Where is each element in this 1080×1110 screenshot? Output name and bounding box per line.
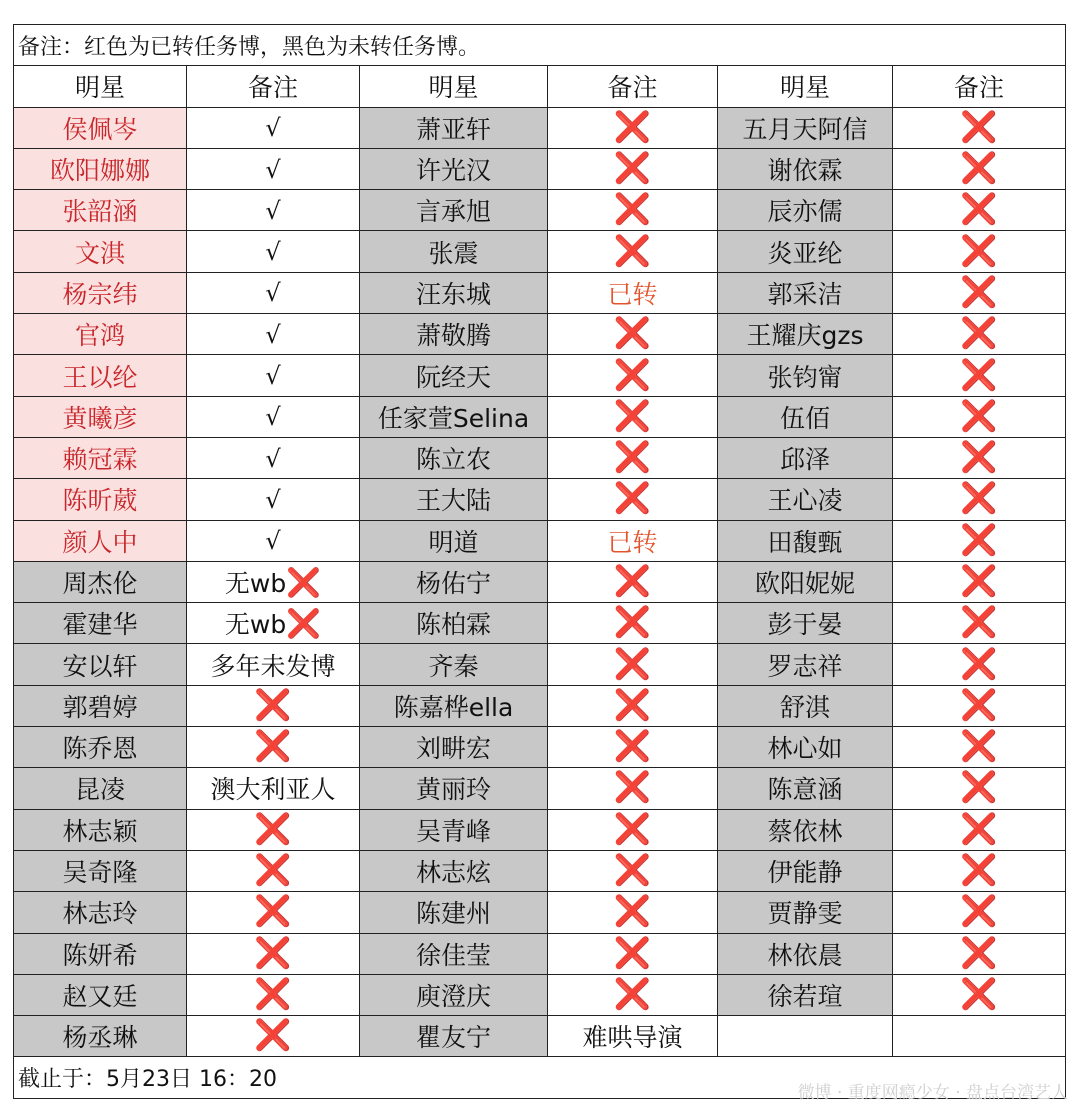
- not-reposted-mark-col2: [548, 190, 718, 231]
- note-text-col1: [187, 603, 360, 644]
- column-header-star-3: 明星: [718, 66, 893, 107]
- star-name-col2: 明道: [360, 520, 548, 561]
- red-cross-icon: ❌: [613, 151, 652, 187]
- table-row: [14, 107, 1066, 148]
- star-name-col3: 郭采洁: [718, 272, 893, 313]
- check-mark-icon: √: [265, 527, 281, 556]
- red-cross-icon: ❌: [960, 316, 998, 352]
- star-name-col2: 庾澄庆: [360, 974, 548, 1015]
- not-reposted-mark-col1: [187, 974, 360, 1015]
- table-row: [14, 561, 1066, 602]
- not-reposted-mark-col2: [548, 768, 718, 809]
- red-cross-icon: ❌: [960, 398, 998, 434]
- reposted-mark-col1: [187, 437, 360, 478]
- table-row: [14, 1016, 1066, 1057]
- check-mark-icon: √: [265, 320, 281, 349]
- star-name-col1: 杨丞琳: [14, 1016, 187, 1057]
- star-name-col2: 刘畊宏: [360, 727, 548, 768]
- star-name-col2: 陈建州: [360, 892, 548, 933]
- not-reposted-mark-col1: [187, 685, 360, 726]
- star-name-col3: 田馥甄: [718, 520, 893, 561]
- red-cross-icon: ❌: [613, 729, 652, 765]
- red-cross-icon: ❌: [254, 853, 292, 889]
- star-name-col1: 杨宗纬: [14, 272, 187, 313]
- not-reposted-mark-col3: [893, 933, 1066, 974]
- red-cross-icon: ❌: [960, 522, 998, 558]
- table-row: [14, 809, 1066, 850]
- not-reposted-mark-col3: [893, 190, 1066, 231]
- red-cross-icon: ❌: [613, 605, 652, 641]
- red-cross-icon: ❌: [960, 646, 998, 682]
- red-cross-icon: ❌: [960, 151, 998, 187]
- star-name-col3: 林心如: [718, 727, 893, 768]
- star-name-col3: 林依晨: [718, 933, 893, 974]
- table-row: [14, 892, 1066, 933]
- reposted-mark-col1: [187, 396, 360, 437]
- star-name-col2: 王大陆: [360, 479, 548, 520]
- not-reposted-mark-col3: [893, 809, 1066, 850]
- star-name-col3: 张钧甯: [718, 355, 893, 396]
- not-reposted-mark-col2: [548, 479, 718, 520]
- table-row: [14, 190, 1066, 231]
- not-reposted-mark-col2: [548, 933, 718, 974]
- not-reposted-mark-col3: [893, 272, 1066, 313]
- not-reposted-mark-col1: [187, 809, 360, 850]
- not-reposted-mark-col3: [893, 107, 1066, 148]
- red-cross-icon: ❌: [960, 357, 998, 393]
- star-name-col2: 言承旭: [360, 190, 548, 231]
- not-reposted-mark-col2: [548, 850, 718, 891]
- table-row: [14, 685, 1066, 726]
- note-text: 无wb: [224, 569, 287, 598]
- red-cross-icon: ❌: [613, 687, 652, 723]
- star-name-col3: 王耀庆gzs: [718, 314, 893, 355]
- star-name-col1: 吴奇隆: [14, 850, 187, 891]
- not-reposted-mark-col1: [187, 1016, 360, 1057]
- note-text-col2: [548, 520, 718, 561]
- note-text: 澳大利亚人: [210, 775, 336, 805]
- column-header-star-1: 明星: [14, 66, 187, 107]
- reposted-mark-col1: [187, 479, 360, 520]
- red-cross-icon: ❌: [960, 811, 998, 847]
- not-reposted-mark-col2: [548, 314, 718, 355]
- header-note: 备注：红色为已转任务博，黑色为未转任务博。: [14, 25, 1066, 66]
- red-cross-icon: ❌: [960, 274, 998, 310]
- not-reposted-mark-col3: [893, 314, 1066, 355]
- not-reposted-mark-col2: [548, 644, 718, 685]
- table-row: [14, 603, 1066, 644]
- star-name-col2: 林志炫: [360, 850, 548, 891]
- column-header-note-3: 备注: [893, 66, 1066, 107]
- not-reposted-mark-col2: [548, 148, 718, 189]
- star-name-col3: 徐若瑄: [718, 974, 893, 1015]
- star-status-sheet: [13, 24, 1066, 1099]
- red-cross-icon: ❌: [960, 481, 998, 517]
- star-name-col2: 吴青峰: [360, 809, 548, 850]
- star-name-col1: 陈乔恩: [14, 727, 187, 768]
- not-reposted-mark-col2: [548, 355, 718, 396]
- star-name-col2: 任家萱Selina: [360, 396, 548, 437]
- star-name-col2: 陈嘉桦ella: [360, 685, 548, 726]
- red-cross-icon: ❌: [254, 935, 292, 971]
- not-reposted-mark-col2: [548, 107, 718, 148]
- not-reposted-mark-col3: [893, 437, 1066, 478]
- star-name-col3: [718, 1016, 893, 1057]
- star-name-col2: 陈柏霖: [360, 603, 548, 644]
- star-name-col3: 炎亚纶: [718, 231, 893, 272]
- not-reposted-mark-col2: [548, 231, 718, 272]
- column-header-star-2: 明星: [360, 66, 548, 107]
- red-cross-icon: ❌: [254, 976, 292, 1012]
- star-name-col1: 赵又廷: [14, 974, 187, 1015]
- not-reposted-mark-col2: [548, 727, 718, 768]
- star-name-col3: 贾静雯: [718, 892, 893, 933]
- star-name-col1: 林志玲: [14, 892, 187, 933]
- star-name-col1: 文淇: [14, 231, 187, 272]
- check-mark-icon: √: [265, 403, 281, 432]
- red-cross-icon: ❌: [613, 357, 652, 393]
- not-reposted-mark-col2: [548, 561, 718, 602]
- table-row: [14, 768, 1066, 809]
- not-reposted-mark-col3: [893, 850, 1066, 891]
- reposted-mark-col1: [187, 190, 360, 231]
- not-reposted-mark-col3: [893, 644, 1066, 685]
- red-cross-icon: ❌: [613, 481, 652, 517]
- red-cross-icon: ❌: [286, 607, 322, 641]
- star-name-col1: 黄曦彦: [14, 396, 187, 437]
- not-reposted-mark-col3: [893, 892, 1066, 933]
- table-row: [14, 437, 1066, 478]
- red-cross-icon: ❌: [254, 1018, 292, 1054]
- star-name-col2: 许光汉: [360, 148, 548, 189]
- star-name-col1: 欧阳娜娜: [14, 148, 187, 189]
- red-cross-icon: ❌: [613, 564, 652, 599]
- red-cross-icon: ❌: [613, 976, 652, 1012]
- reposted-mark-col1: [187, 231, 360, 272]
- red-cross-icon: ❌: [960, 233, 998, 269]
- star-name-col1: 郭碧婷: [14, 685, 187, 726]
- check-mark-icon: √: [265, 485, 281, 514]
- red-cross-icon: ❌: [613, 894, 652, 930]
- note-text: 难哄导演: [582, 1023, 683, 1053]
- note-text-col2: [548, 272, 718, 313]
- red-cross-icon: ❌: [254, 894, 292, 930]
- star-name-col2: 杨佑宁: [360, 561, 548, 602]
- column-header-note-2: 备注: [548, 66, 718, 107]
- star-name-col2: 阮经天: [360, 355, 548, 396]
- note-text: 多年未发博: [210, 651, 336, 681]
- star-name-col1: 颜人中: [14, 520, 187, 561]
- not-reposted-mark-col1: [187, 727, 360, 768]
- not-reposted-mark-col3: [893, 603, 1066, 644]
- table-row: [14, 148, 1066, 189]
- watermark-text: 微博 · 重度网瘾少女 · 盘点台湾艺人: [797, 1083, 1068, 1103]
- table-row: [14, 479, 1066, 520]
- red-cross-icon: ❌: [613, 811, 652, 847]
- star-name-col2: 黄丽玲: [360, 768, 548, 809]
- not-reposted-mark-col2: [548, 603, 718, 644]
- red-cross-icon: ❌: [254, 729, 292, 765]
- not-reposted-mark-col2: [548, 809, 718, 850]
- red-cross-icon: ❌: [613, 398, 652, 434]
- not-reposted-mark-col3: [893, 561, 1066, 602]
- not-reposted-mark-col3: [893, 396, 1066, 437]
- red-cross-icon: ❌: [613, 646, 652, 682]
- star-name-col3: 欧阳妮妮: [718, 561, 893, 602]
- note-text-col1: [187, 768, 360, 809]
- note-text: 已转: [607, 527, 658, 557]
- red-cross-icon: ❌: [613, 935, 652, 971]
- red-cross-icon: ❌: [960, 853, 998, 889]
- reposted-mark-col1: [187, 107, 360, 148]
- table-row: [14, 974, 1066, 1015]
- star-name-col2: 张震: [360, 231, 548, 272]
- red-cross-icon: ❌: [254, 811, 292, 847]
- star-table: [13, 24, 1066, 1099]
- star-name-col3: 辰亦儒: [718, 190, 893, 231]
- red-cross-icon: ❌: [960, 687, 998, 723]
- note-text-col1: [187, 644, 360, 685]
- star-name-col3: 邱泽: [718, 437, 893, 478]
- table-row: [14, 231, 1066, 272]
- red-cross-icon: ❌: [613, 316, 652, 352]
- red-cross-icon: ❌: [254, 687, 292, 723]
- star-name-col2: 徐佳莹: [360, 933, 548, 974]
- star-name-col3: 蔡依林: [718, 809, 893, 850]
- red-cross-icon: ❌: [960, 729, 998, 765]
- star-name-col3: 伊能静: [718, 850, 893, 891]
- red-cross-icon: ❌: [960, 440, 998, 476]
- table-row: [14, 355, 1066, 396]
- star-name-col3: 伍佰: [718, 396, 893, 437]
- star-name-col3: 陈意涵: [718, 768, 893, 809]
- star-name-col1: 霍建华: [14, 603, 187, 644]
- not-reposted-mark-col2: [548, 974, 718, 1015]
- table-row: [14, 850, 1066, 891]
- star-name-col3: 王心凌: [718, 479, 893, 520]
- reposted-mark-col1: [187, 148, 360, 189]
- table-row: [14, 933, 1066, 974]
- red-cross-icon: ❌: [613, 233, 652, 269]
- check-mark-icon: √: [265, 114, 281, 143]
- table-row: [14, 520, 1066, 561]
- star-name-col1: 安以轩: [14, 644, 187, 685]
- not-reposted-mark-col3: [893, 974, 1066, 1015]
- red-cross-icon: ❌: [960, 976, 998, 1012]
- star-name-col1: 侯佩岑: [14, 107, 187, 148]
- star-name-col2: 萧亚轩: [360, 107, 548, 148]
- reposted-mark-col1: [187, 272, 360, 313]
- note-text-col2: [548, 1016, 718, 1057]
- not-reposted-mark-col2: [548, 396, 718, 437]
- star-name-col3: 舒淇: [718, 685, 893, 726]
- not-reposted-mark-col2: [548, 685, 718, 726]
- red-cross-icon: ❌: [613, 440, 652, 476]
- star-name-col3: 罗志祥: [718, 644, 893, 685]
- not-reposted-mark-col3: [893, 727, 1066, 768]
- note-text: 无wb: [224, 610, 287, 640]
- red-cross-icon: ❌: [960, 935, 998, 971]
- not-reposted-mark-col3: [893, 685, 1066, 726]
- cutoff-timestamp: 截止于：5月23日 16：20: [14, 1057, 1066, 1098]
- star-name-col2: 瞿友宁: [360, 1016, 548, 1057]
- star-name-col1: 陈妍希: [14, 933, 187, 974]
- reposted-mark-col1: [187, 314, 360, 355]
- red-cross-icon: ❌: [613, 853, 652, 889]
- red-cross-icon: ❌: [613, 109, 652, 145]
- star-name-col1: 官鸿: [14, 314, 187, 355]
- red-cross-icon: ❌: [960, 564, 998, 599]
- star-name-col1: 张韶涵: [14, 190, 187, 231]
- red-cross-icon: ❌: [960, 109, 998, 145]
- star-name-col3: 彭于晏: [718, 603, 893, 644]
- check-mark-icon: √: [265, 155, 281, 184]
- star-name-col3: 谢依霖: [718, 148, 893, 189]
- note-text-col1: [187, 561, 360, 602]
- column-header-row: [14, 66, 1066, 107]
- not-reposted-mark-col3: [893, 355, 1066, 396]
- table-row: [14, 314, 1066, 355]
- reposted-mark-col1: [187, 355, 360, 396]
- red-cross-icon: ❌: [960, 894, 998, 930]
- star-name-col2: 齐秦: [360, 644, 548, 685]
- star-name-col2: 萧敬腾: [360, 314, 548, 355]
- not-reposted-mark-col2: [548, 437, 718, 478]
- star-name-col2: 汪东城: [360, 272, 548, 313]
- column-header-note-1: 备注: [187, 66, 360, 107]
- table-row: [14, 644, 1066, 685]
- reposted-mark-col1: [187, 520, 360, 561]
- star-name-col1: 王以纶: [14, 355, 187, 396]
- table-row: [14, 727, 1066, 768]
- red-cross-icon: ❌: [286, 566, 322, 599]
- not-reposted-mark-col2: [548, 892, 718, 933]
- empty-note-cell: [893, 1016, 1066, 1057]
- star-name-col1: 周杰伦: [14, 561, 187, 602]
- red-cross-icon: ❌: [960, 770, 998, 806]
- table-row: [14, 396, 1066, 437]
- red-cross-icon: ❌: [613, 192, 652, 228]
- red-cross-icon: ❌: [613, 770, 652, 806]
- check-mark-icon: √: [265, 444, 281, 473]
- star-name-col2: 陈立农: [360, 437, 548, 478]
- table-row: [14, 272, 1066, 313]
- not-reposted-mark-col1: [187, 892, 360, 933]
- not-reposted-mark-col3: [893, 231, 1066, 272]
- check-mark-icon: √: [265, 279, 281, 308]
- check-mark-icon: √: [265, 238, 281, 267]
- not-reposted-mark-col1: [187, 850, 360, 891]
- note-text: 已转: [607, 279, 658, 309]
- star-name-col1: 陈昕葳: [14, 479, 187, 520]
- not-reposted-mark-col3: [893, 148, 1066, 189]
- check-mark-icon: √: [265, 196, 281, 225]
- star-name-col1: 林志颖: [14, 809, 187, 850]
- not-reposted-mark-col3: [893, 768, 1066, 809]
- check-mark-icon: √: [265, 362, 281, 391]
- star-name-col1: 昆凌: [14, 768, 187, 809]
- not-reposted-mark-col1: [187, 933, 360, 974]
- red-cross-icon: ❌: [960, 605, 998, 641]
- star-name-col1: 赖冠霖: [14, 437, 187, 478]
- not-reposted-mark-col3: [893, 520, 1066, 561]
- star-name-col3: 五月天阿信: [718, 107, 893, 148]
- red-cross-icon: ❌: [960, 192, 998, 228]
- not-reposted-mark-col3: [893, 479, 1066, 520]
